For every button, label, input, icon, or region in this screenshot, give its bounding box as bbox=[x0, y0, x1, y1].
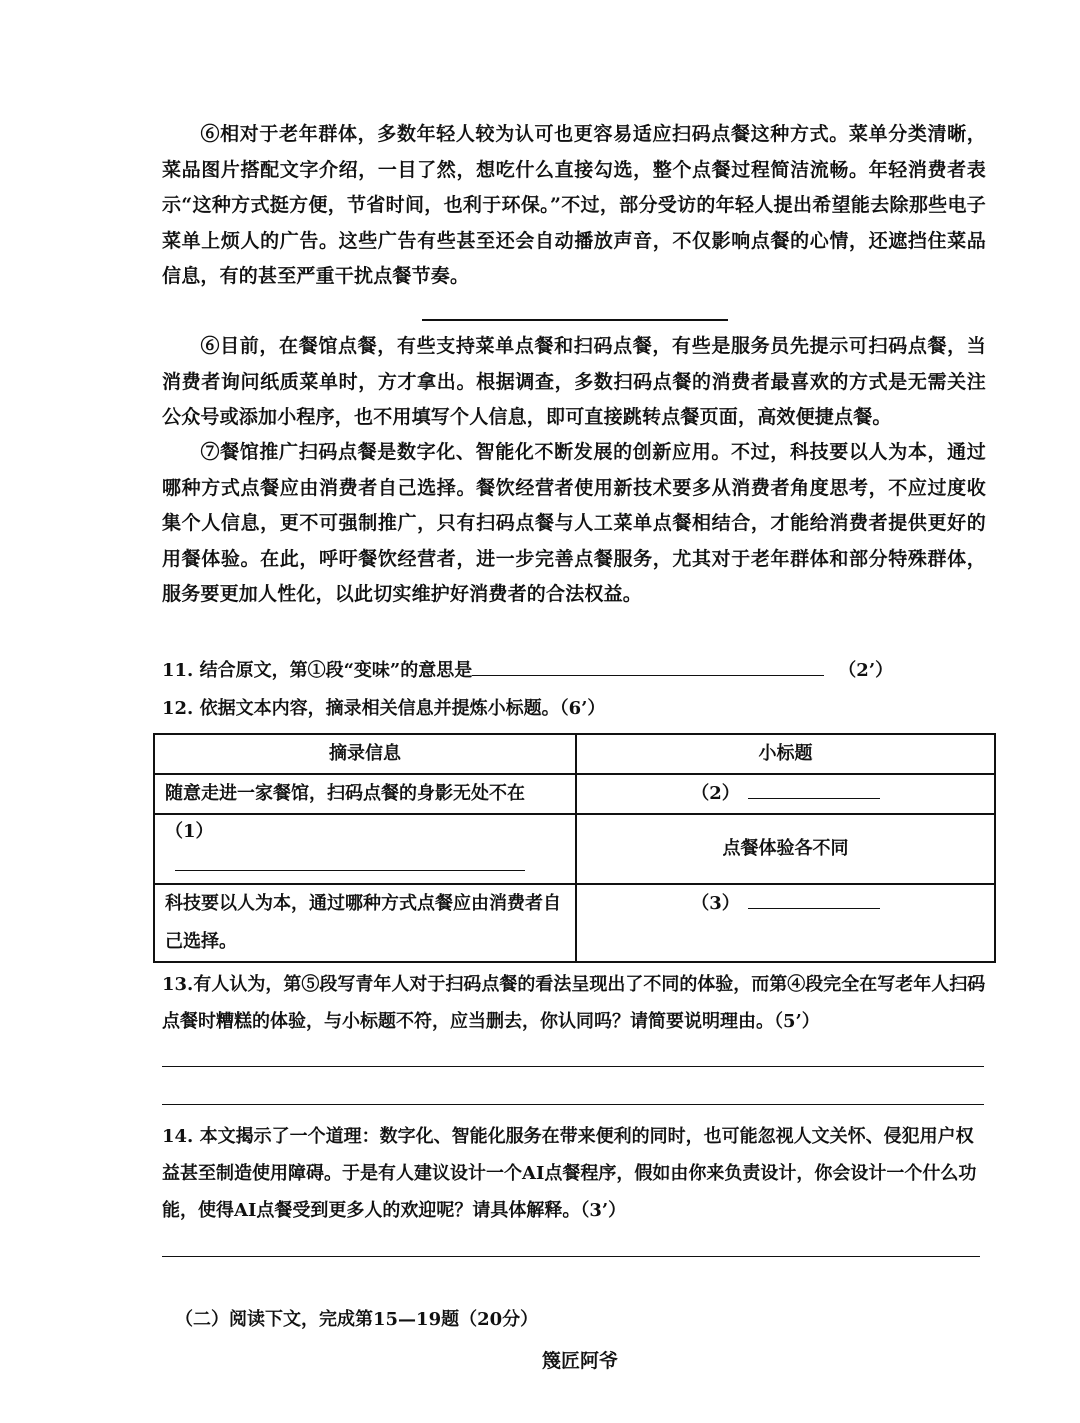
question-13-answer-line-2[interactable] bbox=[162, 1104, 984, 1105]
blank-1-label: （1） bbox=[165, 821, 214, 842]
paragraph-6 bbox=[162, 329, 986, 436]
table-row-3-subtitle bbox=[576, 884, 995, 962]
subheading-blank-line bbox=[422, 319, 728, 321]
question-12-text: 12. 依据文本内容，摘录相关信息并提炼小标题。（6’） bbox=[162, 698, 606, 719]
question-14 bbox=[162, 1118, 988, 1229]
question-13 bbox=[162, 966, 988, 1040]
paragraph-7-text: ⑦餐馆推广扫码点餐是数字化、智能化不断发展的创新应用。不过，科技要以人为本，通过哪种方式点餐应由消费者自己选择。餐饮经营者使用新技术要多从消费者角度思考，不应过度收集个人信息，更不可强制推广，只有扫码点餐与人工菜单点餐相结合，才能给消费者提供更好的用餐体验。在此，呼吁餐饮经营者，进一步完善点餐服务，尤其对于老年群体和部分特殊群体，服务要更加人性化，以此切实维护好消费者的合法权益。 bbox=[162, 441, 986, 605]
table-row-2-excerpt bbox=[154, 814, 576, 884]
blank-3-label: （3） bbox=[691, 893, 740, 914]
question-13-answer-line-1[interactable] bbox=[162, 1066, 984, 1067]
question-14-text: 14. 本文揭示了一个道理：数字化、智能化服务在带来便利的同时，也可能忽视人文关怀、侵犯用户权益甚至制造使用障碍。于是有人建议设计一个AI点餐程序，假如由你来负责设计，你会设计一个什么功能，使得AI点餐受到更多人的欢迎呢？请具体解释。（3’） bbox=[162, 1126, 977, 1221]
excerpt-table bbox=[153, 733, 996, 963]
paragraph-7 bbox=[162, 435, 986, 613]
question-11-answer-blank[interactable] bbox=[472, 657, 824, 676]
table-header-excerpt: 摘录信息 bbox=[154, 734, 576, 774]
question-13-text: 13.有人认为，第⑤段写青年人对于扫码点餐的看法呈现出了不同的体验，而第④段完全在写老年人扫码点餐时糟糕的体验，与小标题不符，应当删去，你认同吗？请简要说明理由。（5’） bbox=[162, 974, 986, 1032]
table-row-2-subtitle: 点餐体验各不同 bbox=[576, 814, 995, 884]
table-row bbox=[154, 814, 995, 884]
table-row bbox=[154, 774, 995, 814]
blank-3-answer[interactable] bbox=[748, 890, 880, 909]
paragraph-5 bbox=[162, 117, 986, 295]
question-14-answer-line[interactable] bbox=[162, 1256, 980, 1257]
question-11 bbox=[162, 654, 992, 688]
table-row-3-excerpt: 科技要以人为本，通过哪种方式点餐应由消费者自己选择。 bbox=[154, 884, 576, 962]
table-row-1-excerpt: 随意走进一家餐馆，扫码点餐的身影无处不在 bbox=[154, 774, 576, 814]
blank-2-label: （2） bbox=[691, 783, 740, 804]
question-12 bbox=[162, 692, 605, 726]
question-11-score: （2’） bbox=[838, 660, 894, 681]
question-11-text: 11. 结合原文，第①段“变味”的意思是 bbox=[162, 660, 473, 681]
blank-2-answer[interactable] bbox=[748, 780, 880, 799]
table-row bbox=[154, 884, 995, 962]
table-header-subtitle: 小标题 bbox=[576, 734, 995, 774]
paragraph-6-text: ⑥目前，在餐馆点餐，有些支持菜单点餐和扫码点餐，有些是服务员先提示可扫码点餐，当消费者询问纸质菜单时，方才拿出。根据调查，多数扫码点餐的消费者最喜欢的方式是无需关注公众号或添加小程序，也不用填写个人信息，即可直接跳转点餐页面，高效便捷点餐。 bbox=[162, 335, 986, 428]
blank-1-answer[interactable] bbox=[175, 852, 525, 871]
paragraph-5-text: ⑥相对于老年群体，多数年轻人较为认可也更容易适应扫码点餐这种方式。菜单分类清晰，菜品图片搭配文字介绍，一目了然，想吃什么直接勾选，整个点餐过程简洁流畅。年轻消费者表示“这种方式挺方便，节省时间，也利于环保。”不过，部分受访的年轻人提出希望能去除那些电子菜单上烦人的广告。这些广告有些甚至还会自动播放声音，不仅影响点餐的心情，还遮挡住菜品信息，有的甚至严重干扰点餐节奏。 bbox=[162, 123, 986, 287]
table-row-1-subtitle bbox=[576, 774, 995, 814]
table-header-row bbox=[154, 734, 995, 774]
story-title: 篾匠阿爷 bbox=[541, 1350, 618, 1372]
section-2-title: （二）阅读下文，完成第15—19题（20分） bbox=[175, 1309, 539, 1330]
